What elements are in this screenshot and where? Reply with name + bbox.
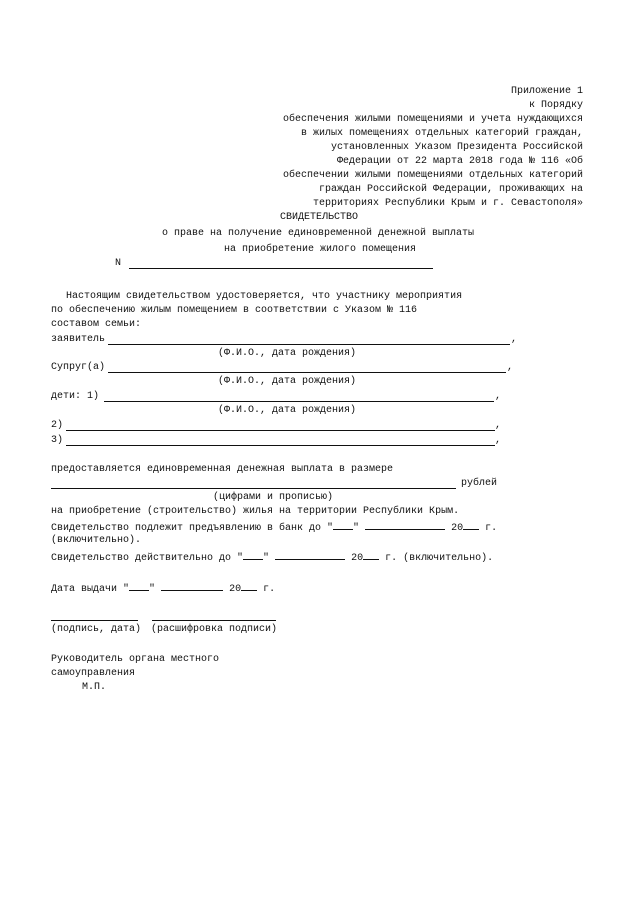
appendix-line: территориях Республики Крым и г. Севастополя» xyxy=(312,198,583,209)
appendix-line: Федерации от 22 марта 2018 года № 116 «Об xyxy=(336,156,583,167)
issue-date-line: Дата выдачи " " 20 г. xyxy=(51,581,275,596)
child-1-field[interactable] xyxy=(104,401,494,402)
payment-amount-field[interactable] xyxy=(51,488,456,489)
validity-line: Свидетельство действительно до " " 20 г. (включительно). xyxy=(51,550,493,565)
signature-hint: (подпись, дата) xyxy=(51,624,142,635)
appendix-line: обеспечении жилыми помещениями отдельных категорий xyxy=(282,170,583,181)
valid-month-field[interactable] xyxy=(275,550,345,560)
signature-field[interactable] xyxy=(51,620,138,621)
comma: , xyxy=(511,334,518,345)
child-3-label: 3) xyxy=(51,435,64,446)
certificate-number-label: N xyxy=(115,258,122,269)
intro-line: Настоящим свидетельством удостоверяется, что участнику мероприятия xyxy=(66,291,463,302)
signature-decode-field[interactable] xyxy=(152,620,276,621)
appendix-line: Приложение 1 xyxy=(510,86,583,97)
appendix-line: граждан Российской Федерации, проживающих на xyxy=(318,184,583,195)
intro-line: составом семьи: xyxy=(51,319,142,330)
comma: , xyxy=(495,420,502,431)
appendix-line: в жилых помещениях отдельных категорий граждан, xyxy=(300,128,583,139)
signature-decode-hint: (расшифровка подписи) xyxy=(151,624,278,635)
comma: , xyxy=(495,391,502,402)
certificate-number-field[interactable] xyxy=(129,268,433,269)
bank-year-field[interactable] xyxy=(463,520,479,530)
valid-year-field[interactable] xyxy=(363,550,379,560)
bank-deadline-line: Свидетельство подлежит предъявлению в банк до " " 20 г. xyxy=(51,520,497,535)
applicant-label: заявитель xyxy=(51,334,106,345)
document-subtitle: на приобретение жилого помещения xyxy=(224,244,417,255)
stamp-label: М.П. xyxy=(82,682,107,693)
head-title: самоуправления xyxy=(51,668,136,679)
child-3-field[interactable] xyxy=(66,445,495,446)
issue-day-field[interactable] xyxy=(129,581,149,591)
child-2-label: 2) xyxy=(51,420,64,431)
payment-line: предоставляется единовременная денежная выплата в размере xyxy=(51,464,394,475)
appendix-line: к Порядку xyxy=(528,100,583,111)
children-label: дети: 1) xyxy=(51,391,100,402)
spouse-label: Супруг(а) xyxy=(51,362,106,373)
child-2-field[interactable] xyxy=(66,430,495,431)
fio-hint: (Ф.И.О., дата рождения) xyxy=(218,405,357,416)
fio-hint: (Ф.И.О., дата рождения) xyxy=(218,348,357,359)
bank-day-field[interactable] xyxy=(333,520,353,530)
appendix-line: обеспечения жилыми помещениями и учета нуждающихся xyxy=(282,114,583,125)
inclusive-note: (включительно). xyxy=(51,535,142,546)
rubles-label: рублей xyxy=(461,478,498,489)
document-title: СВИДЕТЕЛЬСТВО xyxy=(280,212,359,223)
spouse-field[interactable] xyxy=(108,372,506,373)
appendix-line: установленных Указом Президента Российской xyxy=(330,142,583,153)
intro-line: по обеспечению жилым помещением в соответствии с Указом № 116 xyxy=(51,305,418,316)
comma: , xyxy=(507,362,514,373)
head-title: Руководитель органа местного xyxy=(51,654,220,665)
issue-month-field[interactable] xyxy=(161,581,223,591)
applicant-field[interactable] xyxy=(108,344,510,345)
comma: , xyxy=(495,435,502,446)
valid-day-field[interactable] xyxy=(243,550,263,560)
fio-hint: (Ф.И.О., дата рождения) xyxy=(218,376,357,387)
purpose-line: на приобретение (строительство) жилья на территории Республики Крым. xyxy=(51,506,460,517)
document-subtitle: о праве на получение единовременной денежной выплаты xyxy=(162,228,475,239)
issue-year-field[interactable] xyxy=(241,581,257,591)
amount-hint: (цифрами и прописью) xyxy=(213,492,334,503)
bank-month-field[interactable] xyxy=(365,520,445,530)
